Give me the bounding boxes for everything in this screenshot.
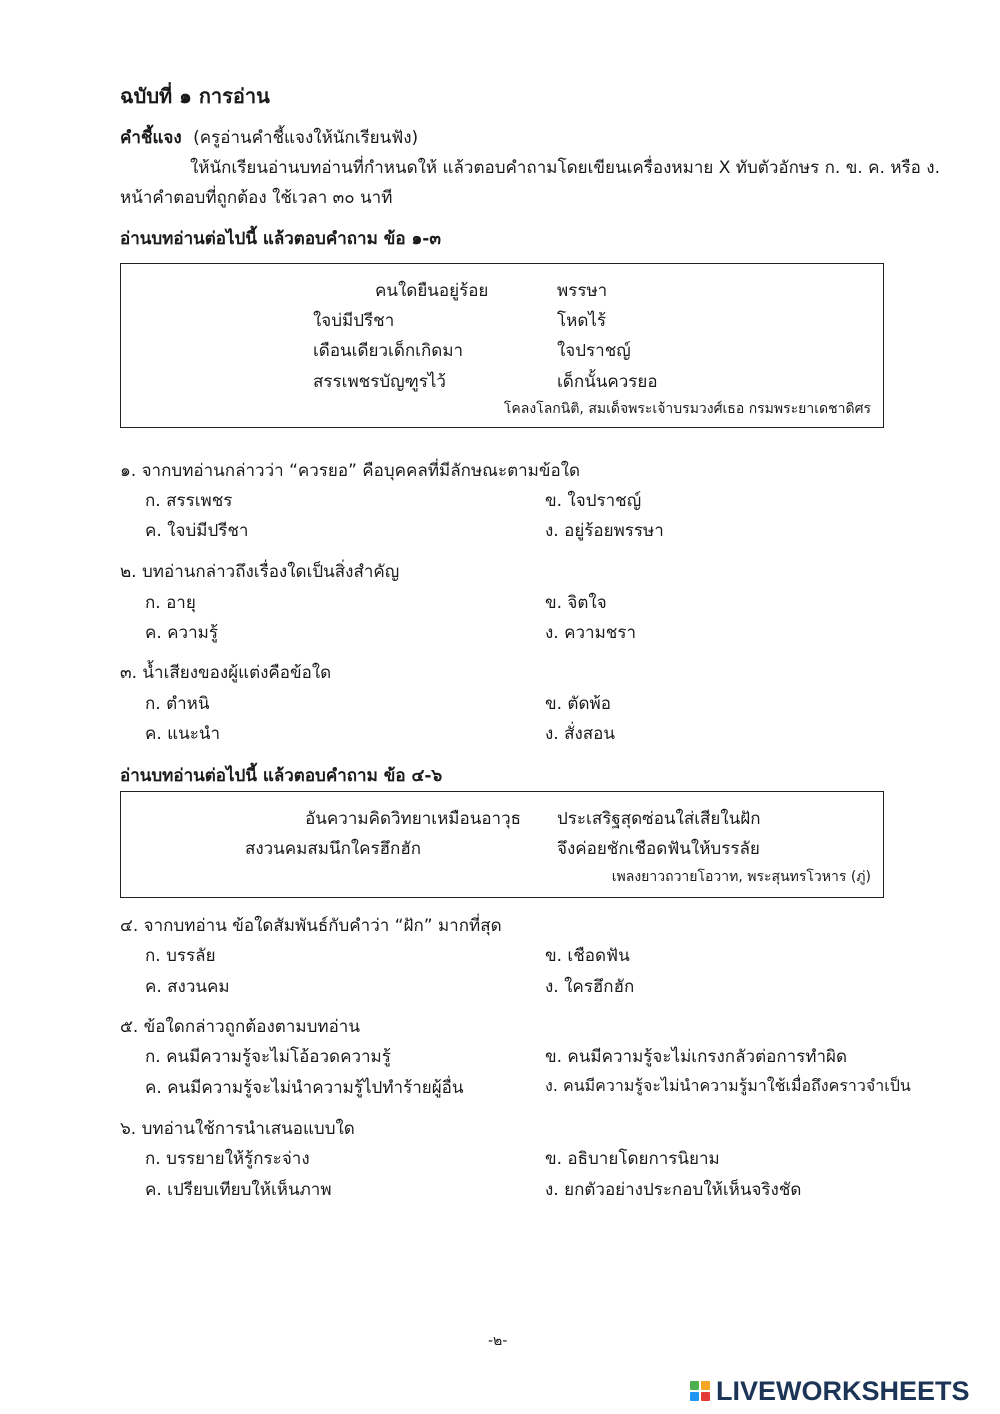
- choice-d[interactable]: ง. ความชรา: [545, 623, 636, 643]
- poem-line-right: ใจปราชญ์: [557, 341, 631, 361]
- choice-a[interactable]: ก. คนมีความรู้จะไม่โอ้อวดความรู้: [145, 1047, 391, 1067]
- choice-c[interactable]: ค. สงวนคม: [145, 977, 230, 997]
- poem-line-left: เดือนเดียวเด็กเกิดมา: [313, 341, 464, 361]
- choice-b[interactable]: ข. ตัดพ้อ: [545, 694, 611, 714]
- choice-d[interactable]: ง. สั่งสอน: [545, 724, 615, 744]
- poem-line-right: พรรษา: [557, 281, 608, 301]
- choice-a[interactable]: ก. บรรยายให้รู้กระจ่าง: [145, 1149, 310, 1169]
- instruction-note: (ครูอ่านคำชี้แจงให้นักเรียนฟัง): [193, 128, 419, 148]
- choice-d[interactable]: ง. คนมีความรู้จะไม่นำความรู้มาใช้เมื่อถึงคราวจำเป็น: [545, 1076, 911, 1095]
- question-text: ๕. ข้อใดกล่าวถูกต้องตามบทอ่าน: [120, 1017, 360, 1037]
- poem-line-left: สงวนคมสมนึกใครฮึกฮัก: [244, 839, 421, 859]
- choice-c[interactable]: ค. แนะนำ: [145, 724, 221, 744]
- page-title: ฉบับที่ ๑ การอ่าน: [120, 84, 270, 108]
- logo-square-icon: [701, 1392, 710, 1401]
- section-2-heading: อ่านบทอ่านต่อไปนี้ แล้วตอบคำถาม ข้อ ๔-๖: [120, 766, 443, 786]
- choice-b[interactable]: ข. ใจปราชญ์: [545, 491, 642, 511]
- poem-citation: เพลงยาวถวายโอวาท, พระสุนทรโวหาร (ภู่): [611, 869, 871, 885]
- question-text: ๑. จากบทอ่านกล่าวว่า “ควรยอ” คือบุคคลที่มีลักษณะตามข้อใด: [120, 461, 581, 481]
- choice-a[interactable]: ก. ตำหนิ: [145, 694, 210, 714]
- choice-c[interactable]: ค. ใจบ่มีปรีชา: [145, 521, 249, 541]
- choice-a[interactable]: ก. สรรเพชร: [145, 491, 233, 511]
- logo-grid-icon: [690, 1381, 710, 1401]
- choice-b[interactable]: ข. คนมีความรู้จะไม่เกรงกลัวต่อการทำผิด: [545, 1047, 848, 1067]
- poem-line-left: ใจบ่มีปรีชา: [313, 311, 395, 331]
- logo-square-icon: [701, 1381, 710, 1390]
- choice-a[interactable]: ก. อายุ: [145, 593, 196, 613]
- question-text: ๓. น้ำเสียงของผู้แต่งคือข้อใด: [120, 663, 332, 683]
- question-text: ๖. บทอ่านใช้การนำเสนอแบบใด: [120, 1119, 355, 1139]
- poem-line-right: เด็กนั้นควรยอ: [557, 372, 658, 392]
- choice-b[interactable]: ข. เชือดฟัน: [545, 946, 630, 966]
- page-number: -๒-: [488, 1333, 508, 1349]
- instruction-text-1: ให้นักเรียนอ่านบทอ่านที่กำหนดให้ แล้วตอบคำถามโดยเขียนเครื่องหมาย X ทับตัวอักษร ก. ข. ค. หรือ ง.: [190, 158, 940, 178]
- poem-box-1: [120, 263, 884, 428]
- poem-line-left: อันความคิดวิทยาเหมือนอาวุธ: [305, 809, 521, 829]
- section-1-heading: อ่านบทอ่านต่อไปนี้ แล้วตอบคำถาม ข้อ ๑-๓: [120, 229, 441, 249]
- instruction-text-2: หน้าคำตอบที่ถูกต้อง ใช้เวลา ๓๐ นาที: [120, 188, 393, 208]
- choice-b[interactable]: ข. อธิบายโดยการนิยาม: [545, 1149, 720, 1169]
- choice-c[interactable]: ค. ความรู้: [145, 623, 218, 643]
- choice-d[interactable]: ง. ใครฮึกฮัก: [545, 977, 635, 997]
- choice-d[interactable]: ง. อยู่ร้อยพรรษา: [545, 521, 664, 541]
- liveworksheets-logo[interactable]: [690, 1376, 970, 1406]
- choice-c[interactable]: ค. เปรียบเทียบให้เห็นภาพ: [145, 1180, 332, 1200]
- instruction-label: คำชี้แจง: [120, 128, 182, 148]
- question-text: ๔. จากบทอ่าน ข้อใดสัมพันธ์กับคำว่า “ฝัก” มากที่สุด: [120, 916, 502, 936]
- logo-square-icon: [690, 1392, 699, 1401]
- question-text: ๒. บทอ่านกล่าวถึงเรื่องใดเป็นสิ่งสำคัญ: [120, 562, 400, 582]
- choice-a[interactable]: ก. บรรลัย: [145, 946, 216, 966]
- logo-square-icon: [690, 1381, 699, 1390]
- instruction-line: [120, 124, 418, 151]
- poem-box-2: [120, 791, 884, 898]
- logo-text: LIVEWORKSHEETS: [716, 1375, 970, 1406]
- poem-line-right: โหดไร้: [557, 311, 607, 331]
- poem-line-left: คนใดยืนอยู่ร้อย: [375, 281, 489, 301]
- poem-line-right: ประเสริฐสุดซ่อนใส่เสียในฝัก: [557, 809, 761, 829]
- choice-c[interactable]: ค. คนมีความรู้จะไม่นำความรู้ไปทำร้ายผู้อื่น: [145, 1078, 464, 1098]
- choice-d[interactable]: ง. ยกตัวอย่างประกอบให้เห็นจริงชัด: [545, 1180, 802, 1200]
- choice-b[interactable]: ข. จิตใจ: [545, 593, 607, 613]
- poem-line-right: จึงค่อยชักเชือดฟันให้บรรลัย: [557, 839, 760, 859]
- poem-line-left: สรรเพชรบัญฑูรไว้: [313, 372, 446, 392]
- poem-citation: โคลงโลกนิติ, สมเด็จพระเจ้าบรมวงศ์เธอ กรมพระยาเดชาดิศร: [503, 401, 871, 417]
